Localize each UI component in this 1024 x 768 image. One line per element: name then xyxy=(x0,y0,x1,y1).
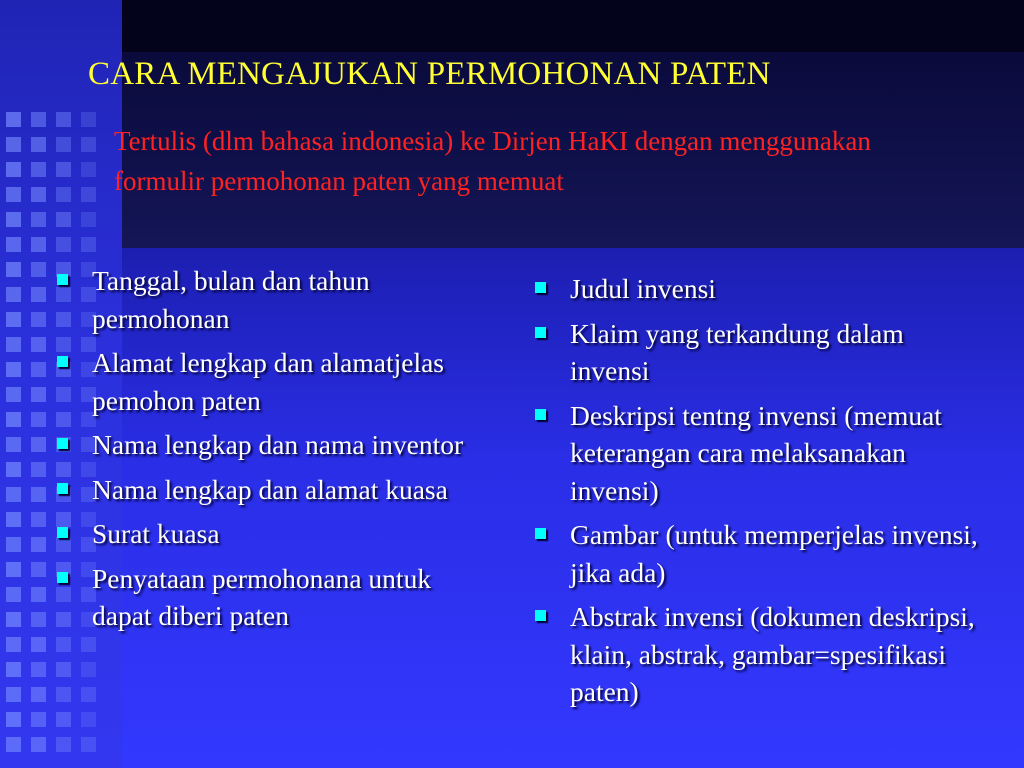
list-item xyxy=(532,315,982,390)
square-bullet-icon xyxy=(535,528,546,539)
decorative-square xyxy=(31,462,46,477)
decorative-square xyxy=(56,237,71,252)
decorative-square xyxy=(6,587,21,602)
decorative-square xyxy=(81,137,96,152)
decorative-square xyxy=(6,562,21,577)
decorative-square xyxy=(31,712,46,727)
decorative-square xyxy=(6,662,21,677)
list-item-text: Surat kuasa xyxy=(92,518,220,549)
list-item-text: Judul invensi xyxy=(570,273,716,304)
decorative-square xyxy=(31,362,46,377)
list-item-text: Alamat lengkap dan alamatjelas pemohon paten xyxy=(92,347,445,416)
list-item xyxy=(532,270,982,308)
top-dark-band xyxy=(122,0,1024,52)
decorative-square xyxy=(31,437,46,452)
decorative-square xyxy=(31,237,46,252)
decorative-square xyxy=(31,162,46,177)
decorative-square xyxy=(56,187,71,202)
decorative-square xyxy=(6,487,21,502)
decorative-square xyxy=(31,137,46,152)
decorative-square xyxy=(6,162,21,177)
decorative-square xyxy=(81,187,96,202)
decorative-square xyxy=(6,262,21,277)
decorative-square xyxy=(56,162,71,177)
decorative-square xyxy=(81,112,96,127)
decorative-square xyxy=(31,112,46,127)
decorative-square xyxy=(31,287,46,302)
decorative-square xyxy=(81,237,96,252)
decorative-square xyxy=(6,212,21,227)
decorative-square xyxy=(31,312,46,327)
decorative-square xyxy=(31,512,46,527)
decorative-square xyxy=(6,287,21,302)
decorative-square xyxy=(6,612,21,627)
decorative-square xyxy=(31,562,46,577)
right-bullet-list xyxy=(532,270,982,718)
decorative-square xyxy=(6,387,21,402)
decorative-square xyxy=(31,737,46,752)
decorative-square xyxy=(31,487,46,502)
list-item-text: Nama lengkap dan alamat kuasa xyxy=(92,473,448,505)
list-item xyxy=(54,515,494,553)
decorative-square xyxy=(6,337,21,352)
list-item-text: Gambar (untuk memperjelas invensi, jika ada) xyxy=(570,519,978,588)
decorative-square xyxy=(6,237,21,252)
list-item-text: Tanggal, bulan dan tahun permohonan xyxy=(92,265,370,334)
list-item-text: Deskripsi tentng invensi (memuat keterangan cara melaksanakan invensi) xyxy=(570,399,942,506)
list-item xyxy=(54,560,494,635)
decorative-square xyxy=(6,187,21,202)
square-bullet-icon xyxy=(57,527,68,538)
left-bullet-list xyxy=(54,262,494,642)
list-item xyxy=(54,262,494,337)
square-bullet-icon xyxy=(535,409,546,420)
list-item xyxy=(54,471,494,509)
square-bullet-icon xyxy=(57,483,68,494)
square-bullet-icon xyxy=(535,282,546,293)
slide-title: CARA MENGAJUKAN PERMOHONAN PATEN xyxy=(88,56,771,92)
list-item xyxy=(54,344,494,419)
decorative-square xyxy=(81,162,96,177)
list-item xyxy=(532,397,982,510)
decorative-square xyxy=(6,537,21,552)
list-item-text: Abstrak invensi (dokumen deskripsi, klain, abstrak, gambar=spesifikasi paten) xyxy=(570,601,975,707)
list-item-text: Penyataan permohonana untuk dapat diberi paten xyxy=(92,562,432,631)
decorative-square xyxy=(31,337,46,352)
decorative-square xyxy=(6,112,21,127)
decorative-square xyxy=(31,587,46,602)
decorative-square xyxy=(6,712,21,727)
decorative-square xyxy=(31,662,46,677)
decorative-square xyxy=(6,462,21,477)
decorative-square xyxy=(56,687,71,702)
list-item-text: Nama lengkap dan nama inventor xyxy=(92,429,464,460)
square-bullet-icon xyxy=(57,438,68,449)
decorative-square xyxy=(6,737,21,752)
decorative-square xyxy=(31,187,46,202)
decorative-square xyxy=(31,387,46,402)
decorative-square xyxy=(31,687,46,702)
decorative-square xyxy=(81,662,96,677)
list-item xyxy=(532,598,982,711)
square-bullet-icon xyxy=(57,274,68,285)
decorative-square xyxy=(81,687,96,702)
decorative-square xyxy=(31,212,46,227)
decorative-square xyxy=(56,212,71,227)
decorative-square xyxy=(6,362,21,377)
decorative-square xyxy=(6,137,21,152)
decorative-square xyxy=(81,737,96,752)
decorative-square xyxy=(31,537,46,552)
decorative-square xyxy=(31,412,46,427)
square-bullet-icon xyxy=(57,572,68,583)
square-bullet-icon xyxy=(57,356,68,367)
decorative-square xyxy=(56,712,71,727)
decorative-square xyxy=(31,637,46,652)
decorative-square xyxy=(6,412,21,427)
decorative-square xyxy=(31,262,46,277)
decorative-square xyxy=(6,512,21,527)
decorative-square xyxy=(31,612,46,627)
decorative-square xyxy=(56,137,71,152)
square-bullet-icon xyxy=(535,610,546,621)
decorative-square xyxy=(56,112,71,127)
decorative-square xyxy=(6,312,21,327)
decorative-square xyxy=(81,212,96,227)
decorative-square xyxy=(56,662,71,677)
decorative-square xyxy=(6,687,21,702)
decorative-square xyxy=(6,637,21,652)
list-item xyxy=(532,516,982,591)
slide-subtitle: Tertulis (dlm bahasa indonesia) ke Dirjen HaKI dengan menggunakan formulir permohonan paten yang memuat xyxy=(114,126,871,196)
decorative-square xyxy=(56,737,71,752)
square-bullet-icon xyxy=(535,327,546,338)
decorative-square xyxy=(6,437,21,452)
decorative-square xyxy=(81,712,96,727)
list-item-text: Klaim yang terkandung dalam invensi xyxy=(570,317,904,386)
list-item xyxy=(54,426,494,464)
